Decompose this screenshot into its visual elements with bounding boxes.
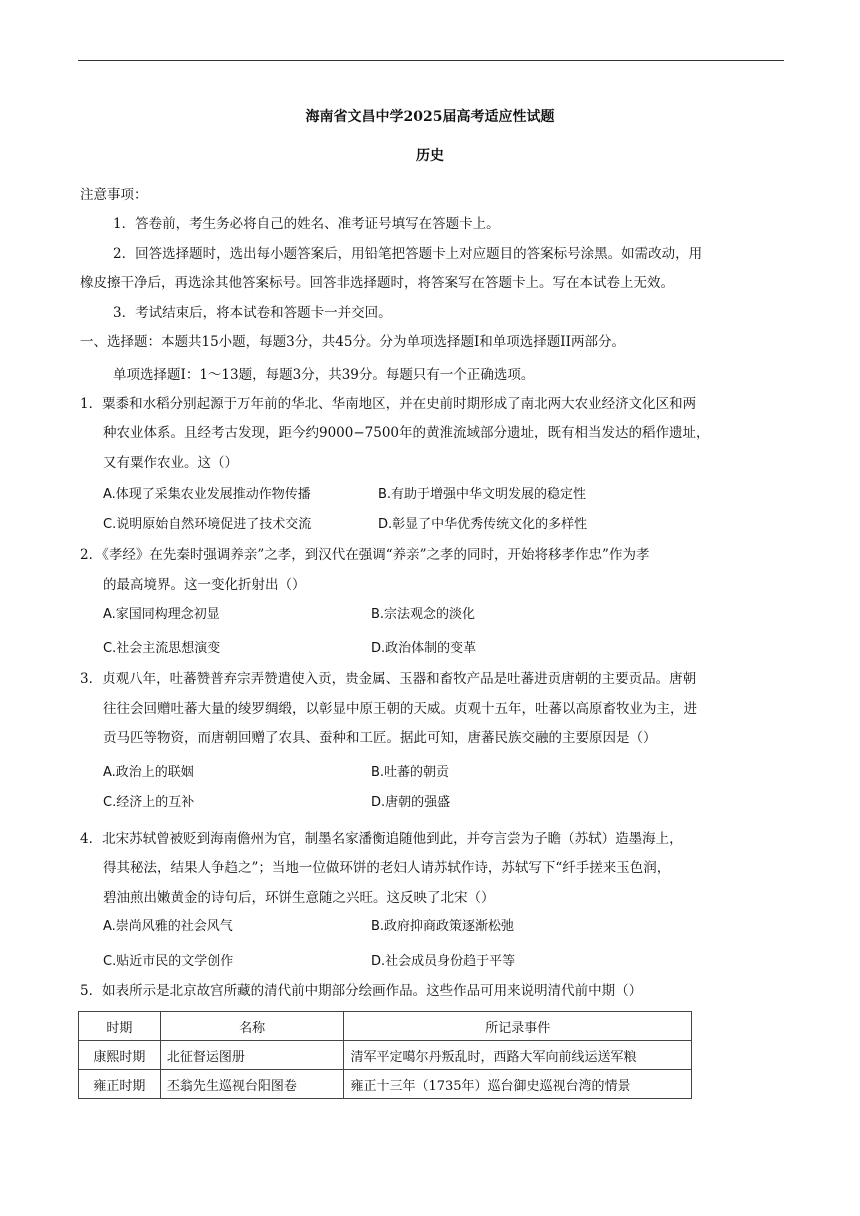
question-1-option-c[interactable]: C.说明原始自然环境促进了技术交流 xyxy=(103,517,312,532)
table-row xyxy=(79,1070,692,1099)
question-3-option-d[interactable]: D.唐朝的强盛 xyxy=(371,795,451,810)
question-2-text: 的最高境界。这一变化折射出（） xyxy=(103,577,306,593)
question-4-text: 碧油煎出嫩黄金的诗句后，环饼生意随之兴旺。这反映了北宋（） xyxy=(103,890,495,906)
question-3-option-c[interactable]: C.经济上的互补 xyxy=(103,795,195,810)
table-header-cell: 所记录事件 xyxy=(344,1012,692,1041)
header-rule xyxy=(78,60,784,61)
question-3-text: 往往会回赠吐蕃大量的绫罗绸缎，以彰显中原王朝的天威。贞观十五年，吐蕃以高原畜牧业为主，进 xyxy=(103,701,697,717)
subject-title: 历史 xyxy=(416,148,444,164)
table-header-cell: 名称 xyxy=(160,1012,344,1041)
question-4-text: 4．北宋苏轼曾被贬到海南儋州为官，制墨名家潘衡追随他到此，并夸言尝为子瞻（苏轼）造墨海上， xyxy=(80,831,683,847)
table-header-row xyxy=(79,1012,692,1041)
notice-item: 3．考试结束后，将本试卷和答题卡一并交回。 xyxy=(113,305,392,321)
exam-title: 海南省文昌中学2025届高考适应性试题 xyxy=(305,109,555,125)
section-subheading: 单项选择题I：1～13题，每题3分，共39分。每题只有一个正确选项。 xyxy=(113,367,535,383)
question-2-option-a[interactable]: A.家国同构理念初显 xyxy=(103,607,220,622)
question-1-text: 又有粟作农业。这（） xyxy=(103,455,238,471)
section-heading: 一、选择题：本题共15小题，每题3分，共45分。分为单项选择题I和单项选择题II两部分。 xyxy=(80,334,625,350)
question-1-text: 1．粟黍和水稻分别起源于万年前的华北、华南地区，并在史前时期形成了南北两大农业经济文化区和两 xyxy=(80,396,697,412)
question-3-option-b[interactable]: B.吐蕃的朝贡 xyxy=(371,765,450,780)
notice-heading: 注意事项： xyxy=(80,187,148,203)
question-4-text: 得其秘法，结果人争趋之”；当地一位做环饼的老妇人请苏轼作诗，苏轼写下“纤手搓来玉色润， xyxy=(103,860,671,876)
table-cell: 康熙时期 xyxy=(79,1041,161,1070)
table-cell: 北征督运图册 xyxy=(160,1041,344,1070)
notice-item: 1．答卷前，考生务必将自己的姓名、准考证号填写在答题卡上。 xyxy=(113,216,500,232)
table-cell: 雍正时期 xyxy=(79,1070,161,1099)
question-5-text: 5．如表所示是北京故宫所藏的清代前中期部分绘画作品。这些作品可用来说明清代前中期（） xyxy=(80,983,643,999)
table-row xyxy=(79,1041,692,1070)
painting-table xyxy=(78,1011,692,1099)
notice-item: 2．回答选择题时，选出每小题答案后，用铅笔把答题卡上对应题目的答案标号涂黑。如需改动，用 xyxy=(113,246,703,262)
table-cell: 雍正十三年（1735年）巡台御史巡视台湾的情景 xyxy=(344,1070,692,1099)
question-2-text: 2．《孝经》在先秦时强调养亲”之孝，到汉代在强调“养亲”之孝的同时，开始将移孝作忠”作为孝 xyxy=(80,547,650,563)
question-2-option-d[interactable]: D.政治体制的变革 xyxy=(371,641,477,656)
question-4-option-d[interactable]: D.社会成员身份趋于平等 xyxy=(371,954,516,969)
question-2-option-c[interactable]: C.社会主流思想演变 xyxy=(103,641,221,656)
question-3-text: 3．贞观八年，吐蕃赞普弃宗弄赞遣使入贡，贵金属、玉器和畜牧产品是吐蕃进贡唐朝的主要贡品。唐朝 xyxy=(80,671,697,687)
table-header-cell: 时期 xyxy=(79,1012,161,1041)
question-4-option-b[interactable]: B.政府抑商政策逐渐松弛 xyxy=(371,919,515,934)
question-4-option-a[interactable]: A.崇尚风雅的社会风气 xyxy=(103,919,233,934)
question-4-option-c[interactable]: C.贴近市民的文学创作 xyxy=(103,954,234,969)
question-1-option-d[interactable]: D.彰显了中华优秀传统文化的多样性 xyxy=(378,517,588,532)
question-1-text: 种农业体系。且经考古发现，距今约9000−7500年的黄淮流域部分遗址，既有相当发达的稻作遗址， xyxy=(103,425,710,441)
table-cell: 清军平定噶尔丹叛乱时，西路大军向前线运送军粮 xyxy=(344,1041,692,1070)
question-1-option-b[interactable]: B.有助于增强中华文明发展的稳定性 xyxy=(378,487,587,502)
question-3-text: 贡马匹等物资，而唐朝回赠了农具、蚕种和工匠。据此可知，唐蕃民族交融的主要原因是（） xyxy=(103,730,657,746)
question-3-option-a[interactable]: A.政治上的联姻 xyxy=(103,765,194,780)
table-cell: 丕翁先生巡视台阳图卷 xyxy=(160,1070,344,1099)
question-1-option-a[interactable]: A.体现了采集农业发展推动作物传播 xyxy=(103,487,311,502)
notice-item: 橡皮擦干净后，再选涂其他答案标号。回答非选择题时，将答案写在答题卡上。写在本试卷上无效。 xyxy=(80,275,674,291)
question-2-option-b[interactable]: B.宗法观念的淡化 xyxy=(371,607,476,622)
